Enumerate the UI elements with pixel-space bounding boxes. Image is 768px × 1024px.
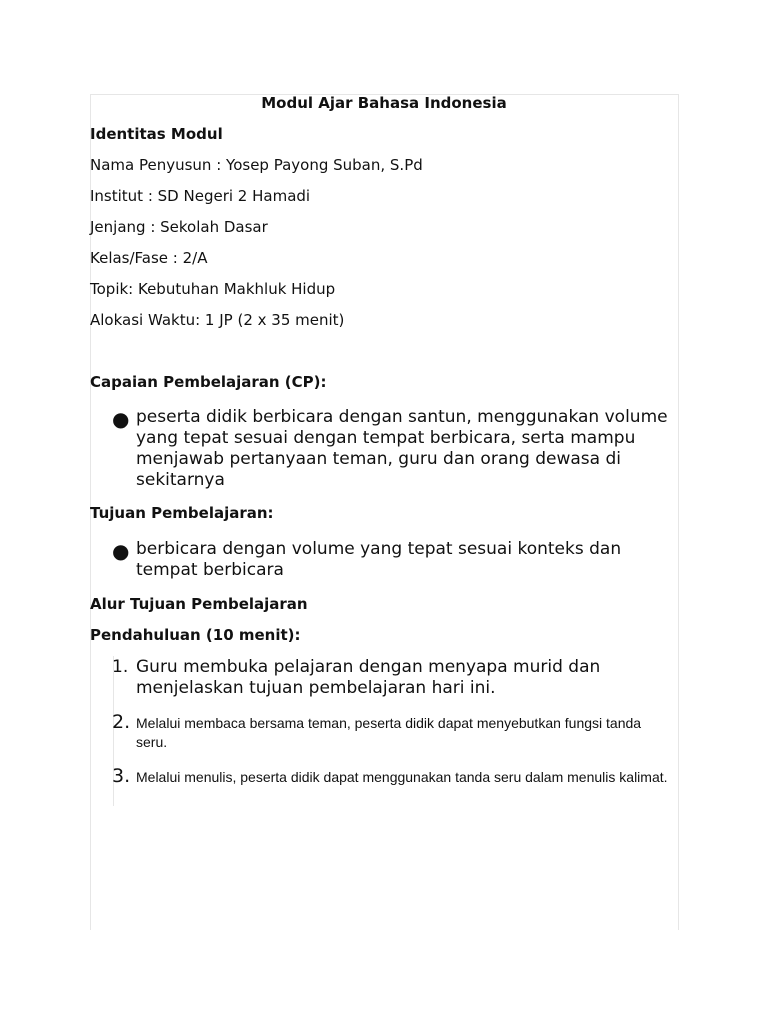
- bullet-icon: ●: [112, 539, 130, 563]
- list-number: 3.: [112, 765, 131, 787]
- pendahuluan-item: Guru membuka pelajaran dengan menyapa murid dan menjelaskan tujuan pembelajaran hari ini.: [136, 657, 601, 698]
- atp-heading: Alur Tujuan Pembelajaran: [90, 595, 308, 613]
- identitas-topik: Topik: Kebutuhan Makhluk Hidup: [90, 280, 336, 298]
- identitas-alokasi: Alokasi Waktu: 1 JP (2 x 35 menit): [90, 311, 345, 329]
- pendahuluan-item: Melalui menulis, peserta didik dapat menggunakan tanda seru dalam menulis kalimat.: [136, 769, 668, 785]
- document-title: Modul Ajar Bahasa Indonesia: [261, 94, 507, 112]
- identitas-jenjang: Jenjang : Sekolah Dasar: [90, 218, 268, 236]
- tp-heading: Tujuan Pembelajaran:: [90, 504, 274, 522]
- identitas-kelas: Kelas/Fase : 2/A: [90, 249, 208, 267]
- table-right-border: [678, 94, 679, 930]
- identitas-institut: Institut : SD Negeri 2 Hamadi: [90, 187, 311, 205]
- cp-heading: Capaian Pembelajaran (CP):: [90, 373, 327, 391]
- bullet-icon: ●: [112, 407, 130, 431]
- pendahuluan-heading: Pendahuluan (10 menit):: [90, 626, 301, 644]
- cp-item: peserta didik berbicara dengan santun, menggunakan volume yang tepat sesuai dengan tempat berbicara, serta mampu menjawab pertanyaan teman, guru dan orang dewasa di sekitarnya: [136, 407, 668, 490]
- tp-item: berbicara dengan volume yang tepat sesuai konteks dan tempat berbicara: [136, 539, 622, 580]
- pendahuluan-item: Melalui membaca bersama teman, peserta didik dapat menyebutkan fungsi tanda seru.: [136, 715, 642, 750]
- identitas-nama: Nama Penyusun : Yosep Payong Suban, S.Pd: [90, 156, 423, 174]
- identitas-heading: Identitas Modul: [90, 125, 223, 143]
- list-number: 1.: [112, 657, 129, 677]
- list-number: 2.: [112, 711, 131, 733]
